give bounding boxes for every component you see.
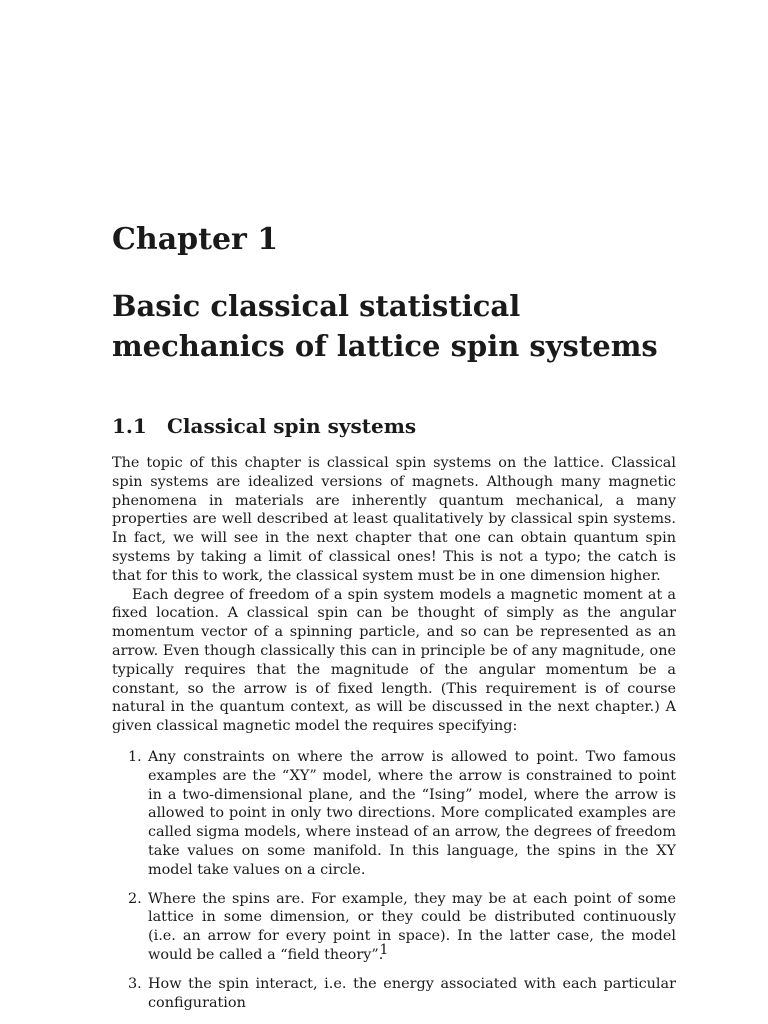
section-title: Classical spin systems [167,414,417,438]
requirements-list [112,748,676,1012]
list-item-text: How the spin interact, i.e. the energy associated with each particular configuration [148,975,676,1011]
list-item [112,748,676,880]
page-number: 1 [379,942,389,958]
paragraph: Each degree of freedom of a spin system models a magnetic moment at a fixed location. A classical spin can be thought of simply as the angular momentum vector of a spinning particle, and so can be represented as an arrow. Even though classically this can in principle be of any magnitude, one typically requires that the magnitude of the angular momentum be a constant, so the arrow is of fixed length. (This requirement is of course natural in the quantum context, as will be discussed in the next chapter.) A given classical magnetic model the requires specifying: [112,586,676,735]
body-text [112,454,676,1022]
list-item-number: 1. [128,748,142,765]
paragraph: The topic of this chapter is classical spin systems on the lattice. Classical spin systems are idealized versions of magnets. Although many magnetic phenomena in materials are inherently quantum mechanical, a many properties are well described at least qualitatively by classical spin systems. In fact, we will see in the next chapter that one can obtain quantum spin systems by taking a limit of classical ones! This is not a typo; the catch is that for this to work, the classical system must be in one dimension higher. [112,455,676,584]
list-item-text: Where the spins are. For example, they may be at each point of some lattice in some dimension, or they could be distributed continuously (i.e. an arrow for every point in space). In the latter case, the model would be called a “field theory”. [148,890,676,963]
list-item-number: 3. [128,975,142,992]
list-item-number: 2. [128,890,142,907]
section-heading [112,414,416,438]
chapter-label: Chapter 1 [112,222,279,257]
section-number: 1.1 [112,414,147,438]
chapter-title: Basic classical statistical mechanics of lattice spin systems [112,289,658,363]
list-item [112,975,676,1013]
list-item-text: Any constraints on where the arrow is allowed to point. Two famous examples are the “XY” model, where the arrow is constrained to point in a two-dimensional plane, and the “Ising” model, where the arrow is allowed to point in only two directions. More complicated examples are called sigma models, where instead of an arrow, the degrees of freedom take values on some manifold. In this language, the spins in the XY model take values on a circle. [148,748,676,878]
